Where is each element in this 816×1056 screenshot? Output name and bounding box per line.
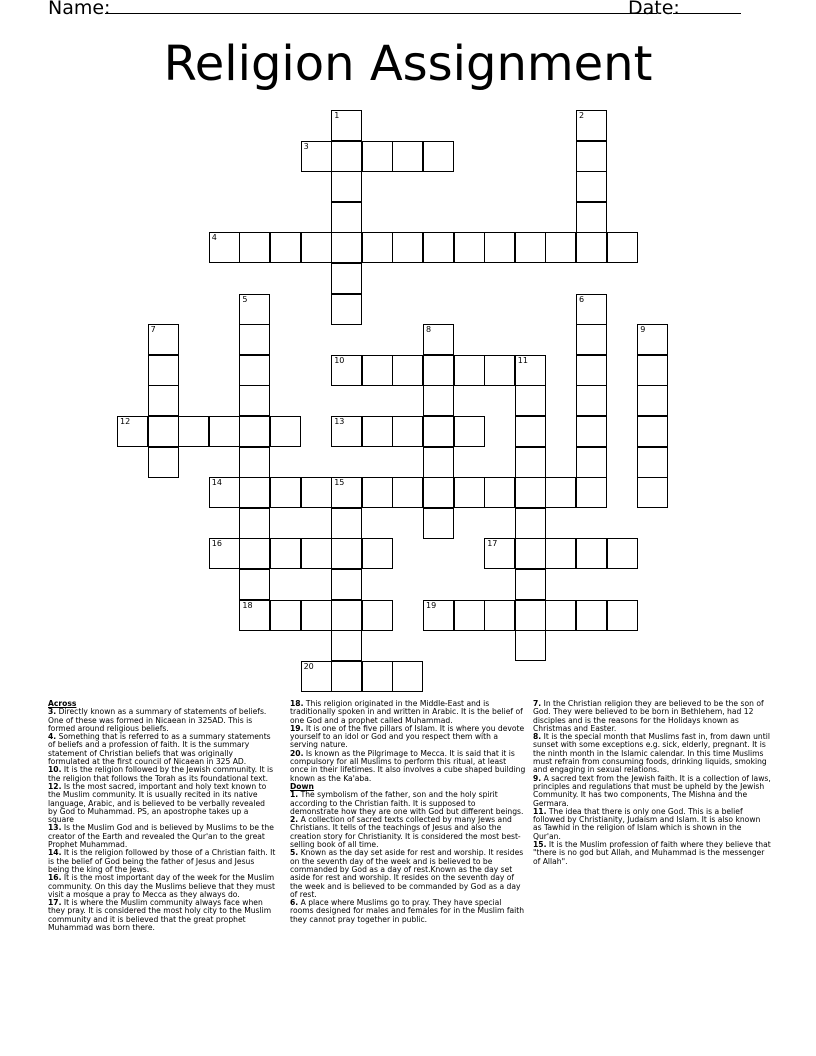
grid-cell[interactable] — [331, 600, 362, 631]
grid-cell[interactable] — [423, 324, 454, 355]
grid-cell[interactable] — [576, 538, 607, 569]
grid-cell[interactable] — [301, 477, 332, 508]
clue-item: 18. This religion originated in the Middle-East and is traditionally spoken in and written in Arabic. It is the belief of one God and a prophet called Muhammad. — [290, 699, 523, 725]
clue-item: 10. It is the religion followed by the Jewish community. It is the religion that follows the Torah as its foundational text. — [48, 765, 274, 783]
grid-cell[interactable] — [545, 600, 576, 631]
cell-number: 7 — [150, 325, 156, 335]
cell-number: 4 — [211, 233, 217, 243]
grid-cell[interactable] — [362, 600, 393, 631]
grid-cell[interactable] — [239, 508, 270, 539]
grid-cell[interactable] — [301, 538, 332, 569]
grid-cell[interactable] — [454, 232, 485, 263]
grid-cell[interactable] — [576, 294, 607, 325]
grid-cell[interactable] — [239, 477, 270, 508]
clue-item: 12. Is the most sacred, important and holy text known to the Muslim community. It is usually recited in its native language, Arabic, and is believed to be verbally revealed by God to Muhammad. PS, an apostrophe takes up a square — [48, 781, 267, 825]
grid-cell[interactable] — [362, 232, 393, 263]
grid-cell[interactable] — [331, 202, 362, 233]
grid-cell[interactable] — [454, 355, 485, 386]
grid-cell[interactable] — [423, 355, 454, 386]
grid-cell[interactable] — [454, 600, 485, 631]
cell-number: 15 — [334, 478, 345, 488]
cell-number: 2 — [579, 111, 585, 120]
grid-cell[interactable] — [239, 447, 270, 478]
grid-cell[interactable] — [362, 416, 393, 447]
grid-cell[interactable] — [515, 630, 546, 661]
clue-item: 14. It is the religion followed by those of a Christian faith. It is the belief of God being the father of Jesus and Jesus being the king of the Jews. — [48, 848, 276, 874]
cell-number: 12 — [120, 417, 131, 426]
name-label: Name: — [48, 0, 111, 19]
grid-cell[interactable] — [576, 477, 607, 508]
grid-cell[interactable] — [607, 232, 638, 263]
grid-cell[interactable] — [209, 477, 240, 508]
clue-column-2 — [290, 700, 526, 924]
grid-cell[interactable] — [576, 202, 607, 233]
grid-cell[interactable] — [117, 416, 148, 447]
grid-cell[interactable] — [331, 477, 362, 508]
grid-cell[interactable] — [637, 385, 668, 416]
grid-cell[interactable] — [392, 141, 423, 172]
grid-cell[interactable] — [362, 661, 393, 692]
grid-cell[interactable] — [515, 600, 546, 631]
clue-item: 8. It is the special month that Muslims fast in, from dawn until sunset with some exceptions e.g. sick, elderly, pregnant. It is the ninth month in the Islamic calendar. In this time Muslims must refrain from consuming foods, drinking liquids, smoking and engaging in sexual relations. — [533, 732, 770, 775]
grid-cell[interactable] — [362, 141, 393, 172]
cell-number: 17 — [487, 539, 498, 549]
grid-cell[interactable] — [423, 477, 454, 508]
grid-cell[interactable] — [392, 232, 423, 263]
grid-cell[interactable] — [392, 355, 423, 386]
clue-item: 1. The symbolism of the father, son and the holy spirit according to the Christian faith. It is supposed to demonstrate how they are one with God but different beings. — [290, 790, 524, 816]
grid-cell[interactable] — [515, 416, 546, 447]
grid-cell[interactable] — [576, 141, 607, 172]
grid-cell[interactable] — [239, 294, 270, 325]
grid-cell[interactable] — [454, 477, 485, 508]
clue-item: 9. A sacred text from the Jewish faith. It is a collection of laws, principles and regulations that must be upheld by the Jewish Community. It has two components, The Mishna and the Germara. — [533, 773, 771, 808]
cell-number: 10 — [334, 355, 345, 365]
clue-item: 17. It is where the Muslim community always face when they pray. It is considered the most holy city to the Muslim community and it is believed that the great prophet Muhammad was born there. — [48, 898, 272, 933]
grid-cell[interactable] — [484, 232, 515, 263]
down-heading: Down — [290, 781, 314, 791]
grid-cell[interactable] — [331, 171, 362, 202]
grid-cell[interactable] — [148, 416, 179, 447]
cell-number: 9 — [640, 325, 646, 335]
clue-item: 4. Something that is referred to as a summary statements of beliefs and a profession of faith. It is the summary statement of Christian beliefs that was originally formulated at the first council of Nicaean in 325 AD. — [48, 732, 271, 767]
grid-cell[interactable] — [239, 355, 270, 386]
grid-cell[interactable] — [148, 385, 179, 416]
grid-cell[interactable] — [607, 600, 638, 631]
grid-cell[interactable] — [423, 447, 454, 478]
grid-cell[interactable] — [301, 141, 332, 172]
clue-item: 16. It is the most important day of the week for the Muslim community. On this day the Muslims believe that they must visit a mosque a pray to Mecca as they always do. — [48, 873, 275, 899]
cell-number: 3 — [303, 141, 309, 151]
grid-cell[interactable] — [545, 538, 576, 569]
grid-cell[interactable] — [637, 324, 668, 355]
cell-number: 13 — [334, 417, 345, 426]
grid-cell[interactable] — [484, 355, 515, 386]
grid-cell[interactable] — [392, 661, 423, 692]
grid-cell[interactable] — [301, 232, 332, 263]
cell-number: 20 — [303, 661, 314, 671]
clue-column-3 — [533, 700, 771, 866]
grid-cell[interactable] — [423, 508, 454, 539]
grid-cell[interactable] — [362, 355, 393, 386]
grid-cell[interactable] — [331, 263, 362, 294]
grid-cell[interactable] — [362, 538, 393, 569]
grid-cell[interactable] — [301, 661, 332, 692]
grid-cell[interactable] — [331, 110, 362, 141]
grid-cell[interactable] — [209, 538, 240, 569]
grid-cell[interactable] — [515, 508, 546, 539]
grid-cell[interactable] — [239, 600, 270, 631]
grid-cell[interactable] — [362, 477, 393, 508]
grid-cell[interactable] — [270, 416, 301, 447]
grid-cell[interactable] — [576, 110, 607, 141]
grid-cell[interactable] — [545, 232, 576, 263]
page-title: Religion Assignment — [163, 36, 653, 92]
grid-cell[interactable] — [331, 416, 362, 447]
cell-number: 6 — [579, 294, 585, 304]
grid-cell[interactable] — [515, 569, 546, 600]
cell-number: 11 — [517, 355, 528, 365]
grid-cell[interactable] — [209, 416, 240, 447]
grid-cell[interactable] — [239, 416, 270, 447]
grid-cell[interactable] — [392, 416, 423, 447]
clue-item: 13. Is the Muslim God and is believed by Muslims to be the creator of the Earth and revealed the Qur'an to the great Prophet Muhammad. — [48, 823, 274, 850]
cell-number: 16 — [211, 539, 222, 549]
grid-cell[interactable] — [484, 538, 515, 569]
clue-item: 7. In the Christian religion they are believed to be the son of God. They were believed to be born in Bethlehem, had 12 disciples and is the reasons for the Holidays known as Christmas and Easter. — [533, 699, 764, 733]
clue-column-1 — [48, 700, 276, 932]
clue-item: 19. It is one of the five pillars of Islam. It is where you devote yourself to an idol or God and you respect them with a serving nature. — [290, 723, 525, 750]
clue-item: 6. A place where Muslims go to pray. They have special rooms designed for males and females for in the Muslim faith they cannot pray together in public. — [290, 898, 525, 924]
grid-cell[interactable] — [423, 416, 454, 447]
grid-cell[interactable] — [576, 355, 607, 386]
across-heading: Across — [48, 699, 77, 708]
grid-cell[interactable] — [515, 477, 546, 508]
grid-cell[interactable] — [576, 385, 607, 416]
grid-cell[interactable] — [301, 600, 332, 631]
cell-number: 1 — [334, 111, 340, 120]
clue-item: 3. Directly known as a summary of statements of beliefs. One of these was formed in Nicaean in 325AD. This is formed around religious beliefs. — [48, 707, 267, 733]
grid-cell[interactable] — [239, 569, 270, 600]
grid-cell[interactable] — [178, 416, 209, 447]
grid-cell[interactable] — [331, 630, 362, 661]
cell-number: 14 — [211, 478, 222, 488]
grid-cell[interactable] — [148, 355, 179, 386]
grid-cell[interactable] — [423, 385, 454, 416]
grid-cell[interactable] — [576, 171, 607, 202]
grid-cell[interactable] — [148, 324, 179, 355]
grid-cell[interactable] — [331, 569, 362, 600]
grid-cell[interactable] — [392, 477, 423, 508]
grid-cell[interactable] — [576, 232, 607, 263]
grid-cell[interactable] — [331, 661, 362, 692]
grid-cell[interactable] — [148, 447, 179, 478]
grid-cell[interactable] — [515, 232, 546, 263]
grid-cell[interactable] — [637, 447, 668, 478]
grid-cell[interactable] — [331, 508, 362, 539]
grid-cell[interactable] — [270, 538, 301, 569]
grid-cell[interactable] — [239, 232, 270, 263]
grid-cell[interactable] — [607, 538, 638, 569]
grid-cell[interactable] — [637, 355, 668, 386]
grid-cell[interactable] — [515, 385, 546, 416]
grid-cell[interactable] — [637, 416, 668, 447]
grid-cell[interactable] — [545, 477, 576, 508]
grid-cell[interactable] — [576, 416, 607, 447]
clue-item: 11. The idea that there is only one God. This is a belief followed by Christianity, Judaism and Islam. It is also known as Tawhid in the religion of Islam which is shown in the Qur'an. — [533, 806, 761, 841]
clue-item: 20. Is known as the Pilgrimage to Mecca. It is said that it is compulsory for all Muslims to perform this ritual, at least once in their lifetimes. It also involves a cube shaped building known as the Ka'aba. — [290, 748, 526, 783]
grid-cell[interactable] — [239, 324, 270, 355]
clue-item: 5. Known as the day set aside for rest and worship. It resides on the seventh day of the week and is believed to be commanded by God as a day of rest.Known as the day set aside for rest and worship. It resides on the seventh day of the week and is believed to be commanded by God as a day of rest. — [290, 848, 524, 899]
grid-cell[interactable] — [484, 477, 515, 508]
grid-cell[interactable] — [454, 416, 485, 447]
grid-cell[interactable] — [331, 355, 362, 386]
grid-cell[interactable] — [331, 141, 362, 172]
grid-cell[interactable] — [576, 600, 607, 631]
cell-number: 8 — [426, 325, 432, 335]
grid-cell[interactable] — [239, 538, 270, 569]
grid-cell[interactable] — [515, 447, 546, 478]
grid-cell[interactable] — [331, 294, 362, 325]
grid-cell[interactable] — [270, 600, 301, 631]
grid-cell[interactable] — [209, 232, 240, 263]
cell-number: 5 — [242, 294, 248, 304]
grid-cell[interactable] — [423, 600, 454, 631]
grid-cell[interactable] — [484, 600, 515, 631]
date-label: Date: — [628, 0, 680, 19]
grid-cell[interactable] — [331, 538, 362, 569]
grid-cell[interactable] — [423, 232, 454, 263]
grid-cell[interactable] — [515, 538, 546, 569]
grid-cell[interactable] — [423, 141, 454, 172]
grid-cell[interactable] — [331, 232, 362, 263]
cell-number: 19 — [426, 600, 437, 610]
grid-cell[interactable] — [239, 385, 270, 416]
grid-cell[interactable] — [637, 477, 668, 508]
grid-cell[interactable] — [576, 447, 607, 478]
grid-cell[interactable] — [515, 355, 546, 386]
grid-cell[interactable] — [270, 477, 301, 508]
clue-item: 2. A collection of sacred texts collected by many Jews and Christians. It tells of the teachings of Jesus and also the creation story for Christianity. It is considered the most best-selling book of all time. — [290, 815, 521, 850]
grid-cell[interactable] — [270, 232, 301, 263]
clue-item: 15. It is the Muslim profession of faith where they believe that "there is no god but Allah, and Muhammad is the messenger of Allah". — [533, 840, 771, 866]
grid-cell[interactable] — [576, 324, 607, 355]
cell-number: 18 — [242, 600, 253, 610]
